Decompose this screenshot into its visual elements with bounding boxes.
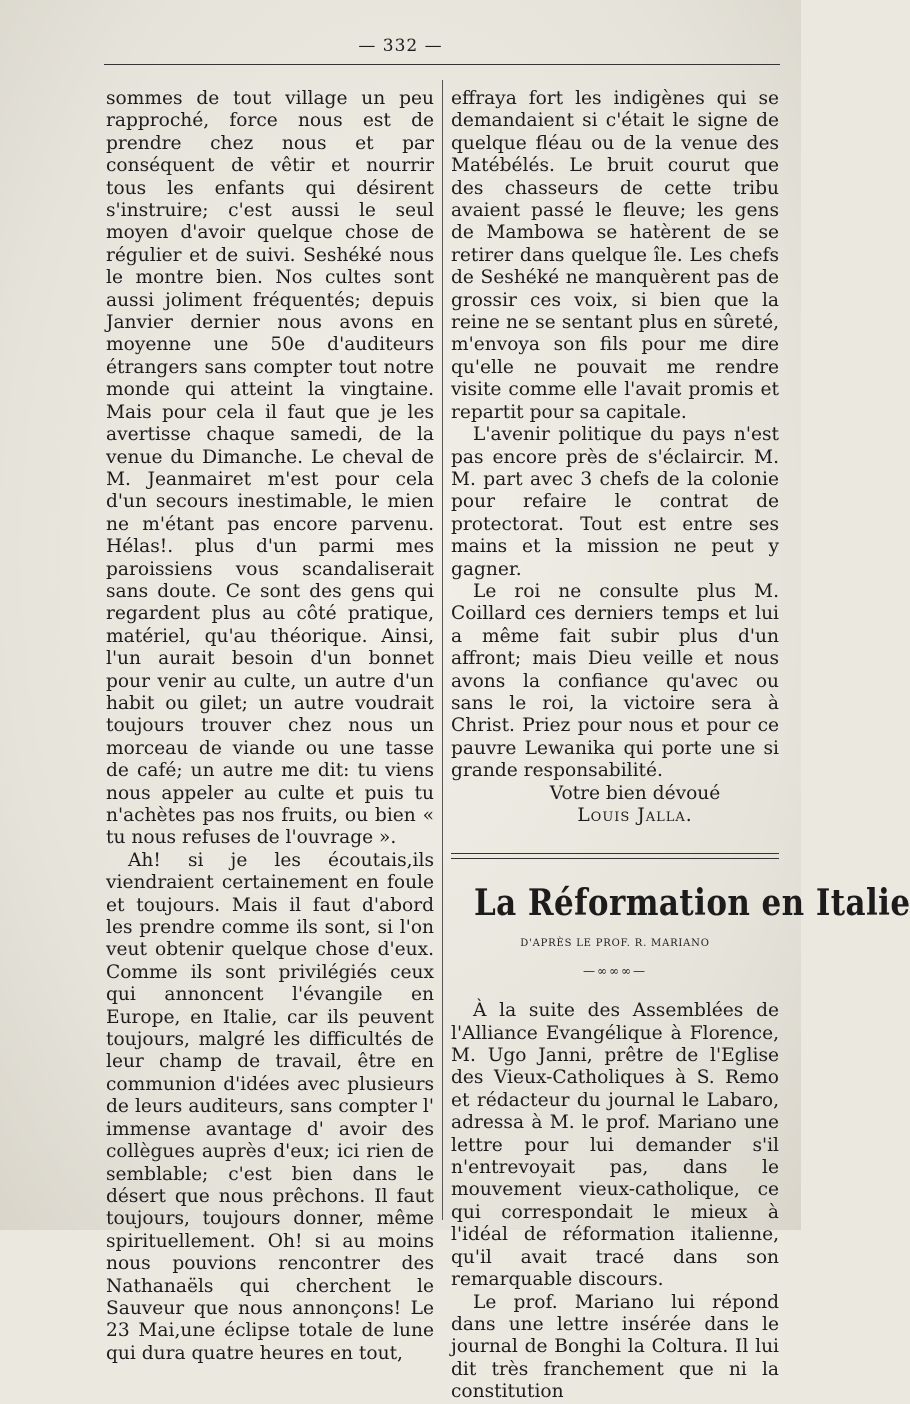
left-column bbox=[106, 88, 434, 1365]
right-paragraph-3: Le roi ne consulte plus M. Coillard ces derniers temps et lui a même fait subir plus d'un affront; mais Dieu veille et nous avons la confiance qu'avec ou sans le roi, la victoire sera à Christ. Priez pour nous et pour ce pauvre Lewanika qui porte une si grande responsabilité. bbox=[451, 580, 779, 782]
page-number: — 332 — bbox=[358, 36, 443, 56]
right-paragraph-1: effraya fort les indigènes qui se demandaient si c'était le signe de quelque fléau ou de la venue des Matébélés. Le bruit courut que des chasseurs de cette tribu avaient passé le fleuve; les gens de Mambowa se hatèrent de se retirer dans quelque île. Les chefs de Seshéké ne manquèrent pas de grossir ces voix, si bien que la reine ne se sentant plus en sûreté, m'envoya son fils pour me dire qu'elle ne pouvait me rendre visite comme elle l'avait promis et repartit pour sa capitale. bbox=[451, 88, 779, 423]
right-paragraph-2: L'avenir politique du pays n'est pas encore près de s'éclaircir. M. M. part avec 3 chefs de la colonie pour refaire le contrat de protectorat. Tout est entre ses mains et la mission ne peut y gagner. bbox=[451, 424, 779, 580]
left-paragraph-2: Ah! si je les écoutais,ils viendraient certainement en foule et toujours. Mais il faut d'abord les prendre comme ils sont, si l'on veut obtenir quelque chose d'eux. Comme ils sont privilégiés ceux qui annoncent l'évangile en Europe, en Italie, car ils peuvent toujours, malgré les difficultés de leur champ de travail, être en communion d'idées avec plusieurs de leurs auditeurs, sans compter l' immense avantage d' avoir des collègues auprès d'eux; ici rien de semblable; c'est bien dans le désert que nous prêchons. Il faut toujours, toujours donner, même spirituellement. Oh! si au moins nous pouvions rencontrer des Nathanaëls qui cherchent le Sauveur que nous annonçons! Le 23 Mai,une éclipse totale de lune qui dura quatre heures en tout, bbox=[106, 849, 434, 1364]
ornament-divider: —∞∞∞— bbox=[583, 963, 647, 978]
column-divider bbox=[442, 80, 443, 1220]
article-paragraph-1: À la suite des Assemblées de l'Alliance Evangélique à Florence, M. Ugo Janni, prêtre de l'Eglise des Vieux-Catholiques à S. Remo et rédacteur du journal le Labaro, adressa à M. le prof. Mariano une lettre pour lui demander s'il n'entrevoyait pas, dans le mouvement vieux-catholique, ce qui correspondait le mieux à l'idéal de réformation italienne, qu'il avait tracé dans son remarquable discours. bbox=[451, 1000, 779, 1291]
letter-signature: Louis Jalla. bbox=[577, 805, 693, 826]
section-separator bbox=[451, 853, 779, 859]
article-byline: D'APRÈS LE PROF. R. MARIANO bbox=[520, 938, 710, 950]
left-paragraph-1: sommes de tout village un peu rapproché, force nous est de prendre chez nous et par conséquent de vêtir et nourrir tous les enfants qui désirent s'instruire; c'est aussi le seul moyen d'avoir quelque chose de régulier et de suivi. Seshéké nous le montre bien. Nos cultes sont aussi joliment fréquentés; depuis Janvier dernier nous avons en moyenne une 50e d'auditeurs étrangers sans compter tout notre monde qui atteint la vingtaine. Mais pour cela il faut que je les avertisse chaque samedi, de la venue du Dimanche. Le cheval de M. Jeanmairet m'est pour cela d'un secours inestimable, le mien ne m'étant pas encore parvenu. Hélas!. plus d'un parmi mes paroissiens vous scandaliserait sans doute. Ce sont des gens qui regardent plus au côté pratique, matériel, qu'au théorique. Ainsi, l'un aurait besoin d'un bonnet pour venir au culte, un autre d'un habit ou gilet; un autre voudrait toujours trouver chez nous un morceau de viande ou une tasse de café; un autre me dit: tu viens nous appeler au culte et puis tu n'achètes pas nos fruits, ou bien « tu nous refuses de l'ouvrage ». bbox=[106, 88, 434, 849]
letter-closing: Votre bien dévoué bbox=[549, 782, 721, 804]
header-rule bbox=[104, 64, 780, 65]
right-column bbox=[451, 88, 910, 1404]
article-title: La Réformation en Italie bbox=[473, 882, 910, 925]
article-paragraph-2: Le prof. Mariano lui répond dans une lettre insérée dans le journal de Bonghi la Coltura. Il lui dit très franchement que ni la constitution bbox=[451, 1291, 779, 1403]
